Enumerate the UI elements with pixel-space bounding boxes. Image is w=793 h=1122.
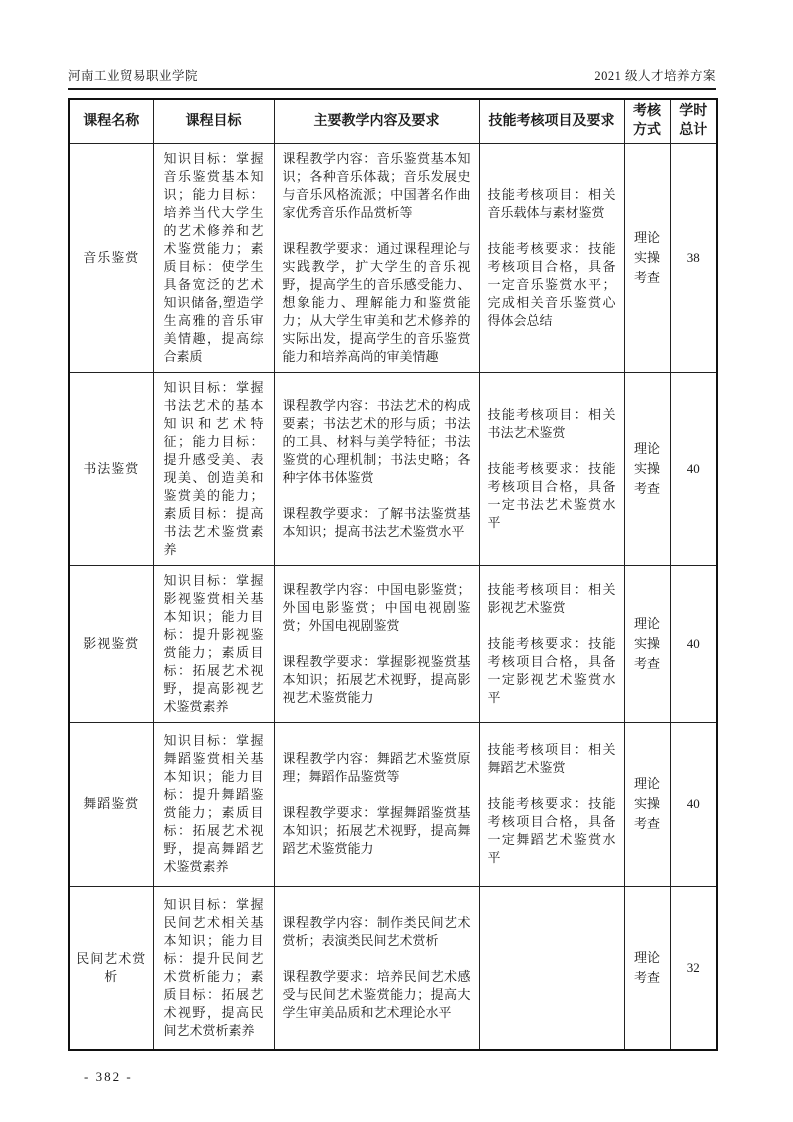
course-objectives-cell: 知识目标：掌握舞蹈鉴赏相关基本知识；能力目标：提升舞蹈鉴赏能力；素质目标：拓展艺术视野，提高舞蹈艺术鉴赏素养 bbox=[153, 722, 274, 886]
skill-assessment-cell bbox=[479, 722, 624, 886]
skill-assessment-requirement-paragraph: 技能考核要求：技能考核项目合格，具备一定舞蹈艺术鉴赏水平 bbox=[487, 796, 616, 865]
course-objectives-cell: 知识目标：掌握音乐鉴赏基本知识；能力目标：培养当代大学生的艺术修养和艺术鉴赏能力；素质目标：使学生具备宽泛的艺术知识储备,塑造学生高雅的音乐审美情趣，提高综合素质 bbox=[153, 143, 274, 372]
total-hours-cell: 40 bbox=[670, 722, 717, 886]
course-name-cell: 书法鉴赏 bbox=[69, 372, 153, 565]
teaching-content-paragraph: 课程教学内容：中国电影鉴赏；外国电影鉴赏；中国电视剧鉴赏；外国电视剧鉴赏 bbox=[282, 581, 471, 633]
table-row-music bbox=[69, 143, 717, 372]
teaching-requirements-paragraph: 课程教学要求：通过课程理论与实践教学，扩大学生的音乐视野，提高学生的音乐感受能力、想象能力、理解能力和鉴赏能力；从大学生审美和艺术修养的实际出发，提高学生的音乐鉴赏能力和培养高尚的审美情趣 bbox=[282, 240, 471, 364]
skill-assessment-cell bbox=[479, 372, 624, 565]
course-objectives-cell: 知识目标：掌握书法艺术的基本知识和艺术特征；能力目标：提升感受美、表现美、创造美和鉴赏美的能力；素质目标：提高书法艺术鉴赏素养 bbox=[153, 372, 274, 565]
table-row-folk-art bbox=[69, 886, 717, 1050]
total-hours-cell: 40 bbox=[670, 565, 717, 722]
skill-assessment-item-paragraph: 技能考核项目：相关音乐载体与素材鉴赏 bbox=[487, 186, 616, 220]
total-hours-cell: 32 bbox=[670, 886, 717, 1050]
teaching-content-cell bbox=[274, 372, 479, 565]
teaching-requirements-paragraph: 课程教学要求：掌握影视鉴赏基本知识；拓展艺术视野，提高影视艺术鉴赏能力 bbox=[282, 653, 471, 705]
col-header-assessment-method: 考核方式 bbox=[624, 99, 670, 143]
table-row-dance bbox=[69, 722, 717, 886]
col-header-objectives: 课程目标 bbox=[153, 99, 274, 143]
course-name-cell: 音乐鉴赏 bbox=[69, 143, 153, 372]
col-header-skill-assessment: 技能考核项目及要求 bbox=[479, 99, 624, 143]
page-header bbox=[68, 0, 716, 90]
table-row-calligraphy bbox=[69, 372, 717, 565]
skill-assessment-item-paragraph: 技能考核项目：相关书法艺术鉴赏 bbox=[487, 406, 616, 440]
teaching-content-cell bbox=[274, 565, 479, 722]
table-row-film bbox=[69, 565, 717, 722]
course-name-cell: 影视鉴赏 bbox=[69, 565, 153, 722]
skill-assessment-item-paragraph: 技能考核项目：相关影视艺术鉴赏 bbox=[487, 581, 616, 615]
skill-assessment-cell bbox=[479, 565, 624, 722]
page-number: - 382 - bbox=[84, 1069, 133, 1084]
document-title: 2021 级人才培养方案 bbox=[594, 69, 716, 83]
course-name-cell: 民间艺术赏析 bbox=[69, 886, 153, 1050]
course-name-cell: 舞蹈鉴赏 bbox=[69, 722, 153, 886]
col-header-teaching-content: 主要教学内容及要求 bbox=[274, 99, 479, 143]
skill-assessment-cell bbox=[479, 143, 624, 372]
skill-assessment-requirement-paragraph: 技能考核要求：技能考核项目合格，具备一定影视艺术鉴赏水平 bbox=[487, 635, 616, 705]
course-objectives-cell: 知识目标：掌握影视鉴赏相关基本知识；能力目标：提升影视鉴赏能力；素质目标：拓展艺术视野，提高影视艺术鉴赏素养 bbox=[153, 565, 274, 722]
teaching-requirements-paragraph: 课程教学要求：培养民间艺术感受与民间艺术鉴赏能力；提高大学生审美品质和艺术理论水平 bbox=[282, 968, 471, 1020]
teaching-content-paragraph: 课程教学内容：舞蹈艺术鉴赏原理；舞蹈作品鉴赏等 bbox=[282, 751, 471, 784]
assessment-method-cell: 理论实操考查 bbox=[624, 565, 670, 722]
skill-assessment-requirement-paragraph: 技能考核要求：技能考核项目合格，具备一定音乐鉴赏水平；完成相关音乐鉴赏心得体会总结 bbox=[487, 240, 616, 328]
teaching-content-paragraph: 课程教学内容：书法艺术的构成要素；书法艺术的形与质；书法的工具、材料与美学特征；书法鉴赏的心理机制；书法史略；各种字体书体鉴赏 bbox=[282, 397, 471, 485]
teaching-content-paragraph: 课程教学内容：音乐鉴赏基本知识；各种音乐体裁；音乐发展史与音乐风格流派；中国著名作曲家优秀音乐作品赏析等 bbox=[282, 150, 471, 220]
teaching-content-cell bbox=[274, 722, 479, 886]
course-table bbox=[68, 98, 718, 1051]
assessment-method-cell: 理论实操考查 bbox=[624, 143, 670, 372]
total-hours-cell: 40 bbox=[670, 372, 717, 565]
col-header-course-name: 课程名称 bbox=[69, 99, 153, 143]
document-page bbox=[68, 0, 716, 1085]
table-header-row bbox=[69, 99, 717, 143]
teaching-requirements-paragraph: 课程教学要求：掌握舞蹈鉴赏基本知识；拓展艺术视野，提高舞蹈艺术鉴赏能力 bbox=[282, 805, 471, 856]
teaching-content-cell bbox=[274, 143, 479, 372]
assessment-method-cell: 理论考查 bbox=[624, 886, 670, 1050]
school-name: 河南工业贸易职业学院 bbox=[68, 69, 199, 83]
skill-assessment-requirement-paragraph: 技能考核要求：技能考核项目合格，具备一定书法艺术鉴赏水平 bbox=[487, 460, 616, 530]
teaching-content-paragraph: 课程教学内容：制作类民间艺术赏析；表演类民间艺术赏析 bbox=[282, 914, 471, 948]
assessment-method-cell: 理论实操考查 bbox=[624, 372, 670, 565]
assessment-method-cell: 理论实操考查 bbox=[624, 722, 670, 886]
skill-assessment-item-paragraph: 技能考核项目：相关舞蹈艺术鉴赏 bbox=[487, 742, 616, 775]
teaching-content-cell bbox=[274, 886, 479, 1050]
col-header-total-hours: 学时总计 bbox=[670, 99, 717, 143]
skill-assessment-cell bbox=[479, 886, 624, 1050]
teaching-requirements-paragraph: 课程教学要求：了解书法鉴赏基本知识；提高书法艺术鉴赏水平 bbox=[282, 505, 471, 539]
total-hours-cell: 38 bbox=[670, 143, 717, 372]
course-objectives-cell: 知识目标：掌握民间艺术相关基本知识；能力目标：提升民间艺术赏析能力；素质目标：拓展艺术视野，提高民间艺术赏析素养 bbox=[153, 886, 274, 1050]
